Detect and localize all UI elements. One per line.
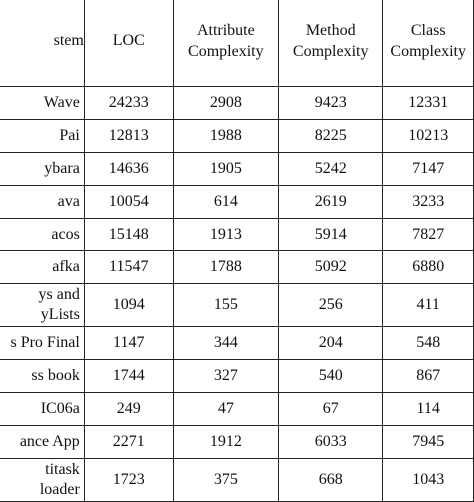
cell-loc: 1744 bbox=[84, 360, 173, 393]
table-row bbox=[0, 185, 474, 218]
cell-method-complexity: 9423 bbox=[279, 87, 383, 120]
cell-loc: 11547 bbox=[84, 251, 173, 284]
cell-system: ava bbox=[0, 185, 84, 218]
cell-method-complexity: 256 bbox=[279, 284, 383, 327]
cell-attribute-complexity: 47 bbox=[173, 393, 278, 426]
table-body bbox=[0, 87, 474, 502]
table-row bbox=[0, 458, 474, 501]
cell-method-complexity: 67 bbox=[279, 393, 383, 426]
cell-method-complexity: 5092 bbox=[279, 251, 383, 284]
cell-system: Wave bbox=[0, 87, 84, 120]
cell-method-complexity: 6033 bbox=[279, 426, 383, 459]
cell-class-complexity: 1043 bbox=[383, 458, 474, 501]
cell-class-complexity: 10213 bbox=[383, 119, 474, 152]
cell-system: afka bbox=[0, 251, 84, 284]
cell-attribute-complexity: 614 bbox=[173, 185, 278, 218]
table-row bbox=[0, 87, 474, 120]
table-row bbox=[0, 426, 474, 459]
cell-class-complexity: 7827 bbox=[383, 218, 474, 251]
cell-system: ance App bbox=[0, 426, 84, 459]
cell-loc: 2271 bbox=[84, 426, 173, 459]
header-method-complexity: Method Complexity bbox=[279, 0, 383, 87]
cell-loc: 10054 bbox=[84, 185, 173, 218]
table-row bbox=[0, 284, 474, 327]
cell-method-complexity: 2619 bbox=[279, 185, 383, 218]
cell-attribute-complexity: 1788 bbox=[173, 251, 278, 284]
cell-system: s Pro Final bbox=[0, 327, 84, 360]
cell-method-complexity: 5242 bbox=[279, 152, 383, 185]
cell-attribute-complexity: 1912 bbox=[173, 426, 278, 459]
cell-attribute-complexity: 375 bbox=[173, 458, 278, 501]
cell-loc: 1147 bbox=[84, 327, 173, 360]
table-row bbox=[0, 327, 474, 360]
table-row bbox=[0, 251, 474, 284]
cell-attribute-complexity: 344 bbox=[173, 327, 278, 360]
cell-attribute-complexity: 327 bbox=[173, 360, 278, 393]
cell-system: ys and yLists bbox=[0, 284, 84, 327]
cell-method-complexity: 8225 bbox=[279, 119, 383, 152]
table-row bbox=[0, 152, 474, 185]
cell-system: ybara bbox=[0, 152, 84, 185]
cell-loc: 24233 bbox=[84, 87, 173, 120]
cell-attribute-complexity: 1913 bbox=[173, 218, 278, 251]
header-class-complexity: Class Complexity bbox=[383, 0, 474, 87]
header-system: stem bbox=[0, 0, 84, 87]
table-row bbox=[0, 218, 474, 251]
table-row bbox=[0, 360, 474, 393]
table-row bbox=[0, 119, 474, 152]
cell-method-complexity: 540 bbox=[279, 360, 383, 393]
cell-class-complexity: 6880 bbox=[383, 251, 474, 284]
cell-loc: 15148 bbox=[84, 218, 173, 251]
cell-class-complexity: 867 bbox=[383, 360, 474, 393]
table-row bbox=[0, 393, 474, 426]
header-loc: LOC bbox=[84, 0, 173, 87]
cell-method-complexity: 668 bbox=[279, 458, 383, 501]
cell-class-complexity: 548 bbox=[383, 327, 474, 360]
cell-class-complexity: 7945 bbox=[383, 426, 474, 459]
cell-loc: 14636 bbox=[84, 152, 173, 185]
cell-class-complexity: 12331 bbox=[383, 87, 474, 120]
cell-class-complexity: 7147 bbox=[383, 152, 474, 185]
cell-loc: 12813 bbox=[84, 119, 173, 152]
cell-attribute-complexity: 1988 bbox=[173, 119, 278, 152]
cell-loc: 1723 bbox=[84, 458, 173, 501]
cell-method-complexity: 204 bbox=[279, 327, 383, 360]
cell-system: acos bbox=[0, 218, 84, 251]
cell-method-complexity: 5914 bbox=[279, 218, 383, 251]
header-row bbox=[0, 0, 474, 87]
cell-class-complexity: 411 bbox=[383, 284, 474, 327]
cell-class-complexity: 114 bbox=[383, 393, 474, 426]
cell-system: ss book bbox=[0, 360, 84, 393]
cell-attribute-complexity: 2908 bbox=[173, 87, 278, 120]
cell-class-complexity: 3233 bbox=[383, 185, 474, 218]
cell-system: Pai bbox=[0, 119, 84, 152]
cell-loc: 249 bbox=[84, 393, 173, 426]
cell-system: titask loader bbox=[0, 458, 84, 501]
cell-attribute-complexity: 155 bbox=[173, 284, 278, 327]
cell-system: IC06a bbox=[0, 393, 84, 426]
table-header bbox=[0, 0, 474, 87]
cell-attribute-complexity: 1905 bbox=[173, 152, 278, 185]
cell-loc: 1094 bbox=[84, 284, 173, 327]
header-attribute-complexity: Attribute Complexity bbox=[173, 0, 278, 87]
